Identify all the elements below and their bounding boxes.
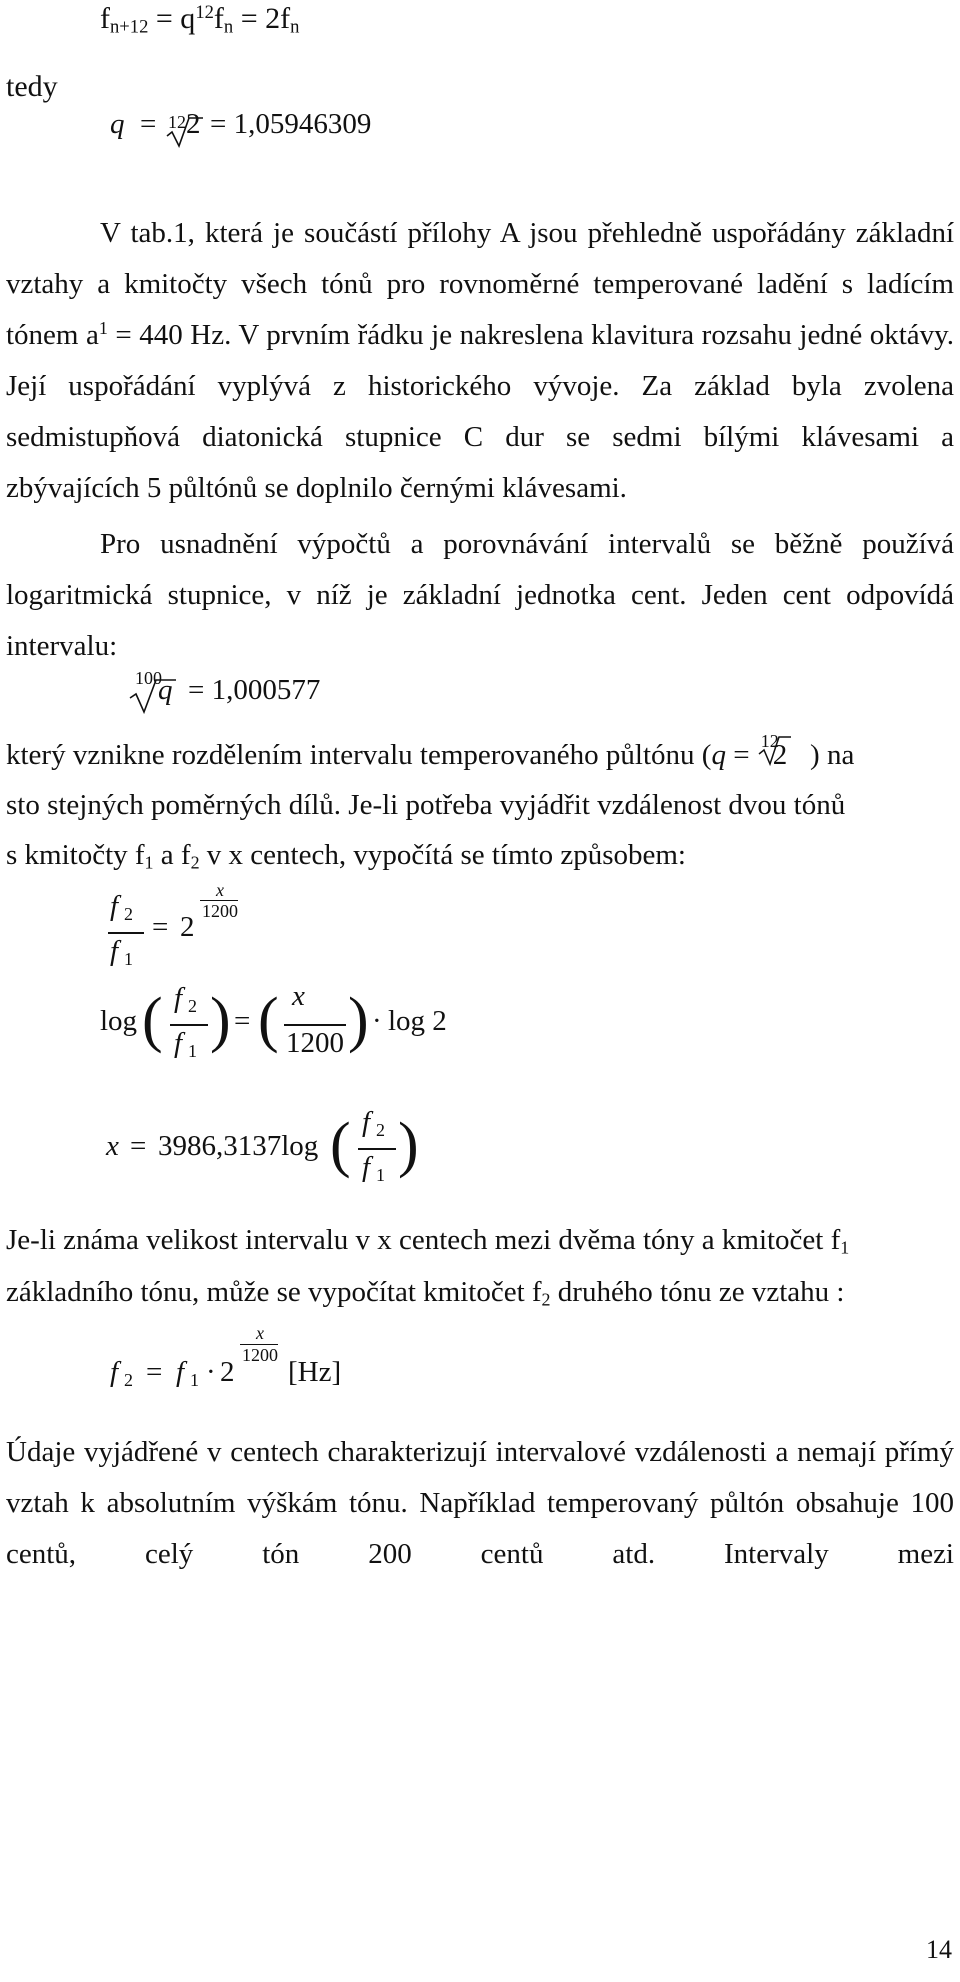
word-tedy: tedy [6, 70, 58, 103]
paragraph-known-interval-line1: Je-li známa velikost intervalu v x centech mezi dvěma tóny a kmitočet $f_1$ [6, 1224, 850, 1258]
paragraph-interval-line1: který vznikne rozdělením intervalu temperovaného půltónu (q = 12 2 ) na [6, 731, 855, 771]
paragraph-interval-line2: sto stejných poměrných dílů. Je-li potřeba vyjádřit vzdálenost dvou tónů [6, 789, 846, 821]
paragraph-cent: Pro usnadnění výpočtů a porovnávání intervalů se běžně používá logaritmická stupnice, v níž je základní jednotka cent. Jeden cent odpovídá intervalu: [6, 528, 954, 662]
page-number: 14 [926, 1935, 952, 1964]
paragraph-cents-characterize: Údaje vyjádřené v centech charakterizují intervalové vzdálenosti a nemají přímý vztah k absolutním výškám tónu. Například temperovaný půltón obsahuje 100 centů, celý tón 200 centů atd. Intervaly mezi [6, 1436, 954, 1570]
paragraph-tab1: V tab.1, která je součástí přílohy A jsou přehledně uspořádány základní vztahy a kmitočty všech tónů pro rovnoměrné temperované ladění s ladícím tónem $a^1 = 440$ Hz. V prvním řádku je nakreslena klavitura rozsahu jedné oktávy. Její uspořádání vyplývá z historického vývoje. Za základ byla zvolena sedmistupňová diatonická stupnice C dur se sedmi bílými klávesami a zbývajících 5 půltónů se doplnilo černými klávesami. [6, 217, 955, 504]
paragraph-known-interval-line2: základního tónu, může se vypočítat kmitočet $f_2$ druhého tónu ze vztahu : [6, 1276, 845, 1310]
equation-fn12: $f_{n+12} = q^{12}f_n = 2f_n$ [100, 1, 300, 38]
document-page: $f_{n+12} = q^{12}f_n = 2f_n$ tedy q = 12 2 = 1,05946309 V tab.1, která je součástí přílohy A jsou přehledně uspořádány základní vztahy a kmitočty všech tónů pro rovnoměrné temperované ladění s ladícím tónem $a^1 = 440$ Hz. V prvním řádku je nakreslena klavitura rozsahu jedné oktávy. Její uspořádání vyplývá z historického vývoje. Za základ byla zvolena sedmistupňová diatonická stupnice C dur se sedmi bílými klávesami a zbývajících 5 půltónů se doplnilo černými klávesami. Pro usnadnění výpočtů a porovnávání intervalů se běžně používá logaritmická stupnice, v níž je základní jednotka cent. Jeden cent odpovídá intervalu: 100 q = 1,000577 který vznikne rozdělením intervalu temperovaného půltónu (q = 12 2 ) na sto stejných poměrných dílů. Je-li potřeba vyjádřit vzdálenost dvou tónů s kmitočty $f_1$ a $f_2$ v x centech, vypočítá se tímto způsobem: f 2 f 1 = 2 x 1200 log ( f 2 f 1 ) = ( x 1200 ) · log 2 x = 3986,3137log ( f 2 f 1 ) Je-li známa velikost intervalu v x centech mezi dvěma tóny a kmitočet $f_1$ základního tónu, může se vypočítat kmitočet $f_2$ druhého tónu ze vztahu : f 2 = f 1 · 2 x 1200 [Hz] Údaje vyjádřené v centech charakterizují intervalové vzdálenosti a nemají přímý vztah k absolutním výškám tónu. Například temperovaný půltón obsahuje 100 centů, celý tón 200 centů atd. Intervaly mezi 14 [6, 1, 955, 1964]
paragraph-interval-line3: s kmitočty $f_1$ a $f_2$ v x centech, vypočítá se tímto způsobem: [6, 839, 686, 873]
